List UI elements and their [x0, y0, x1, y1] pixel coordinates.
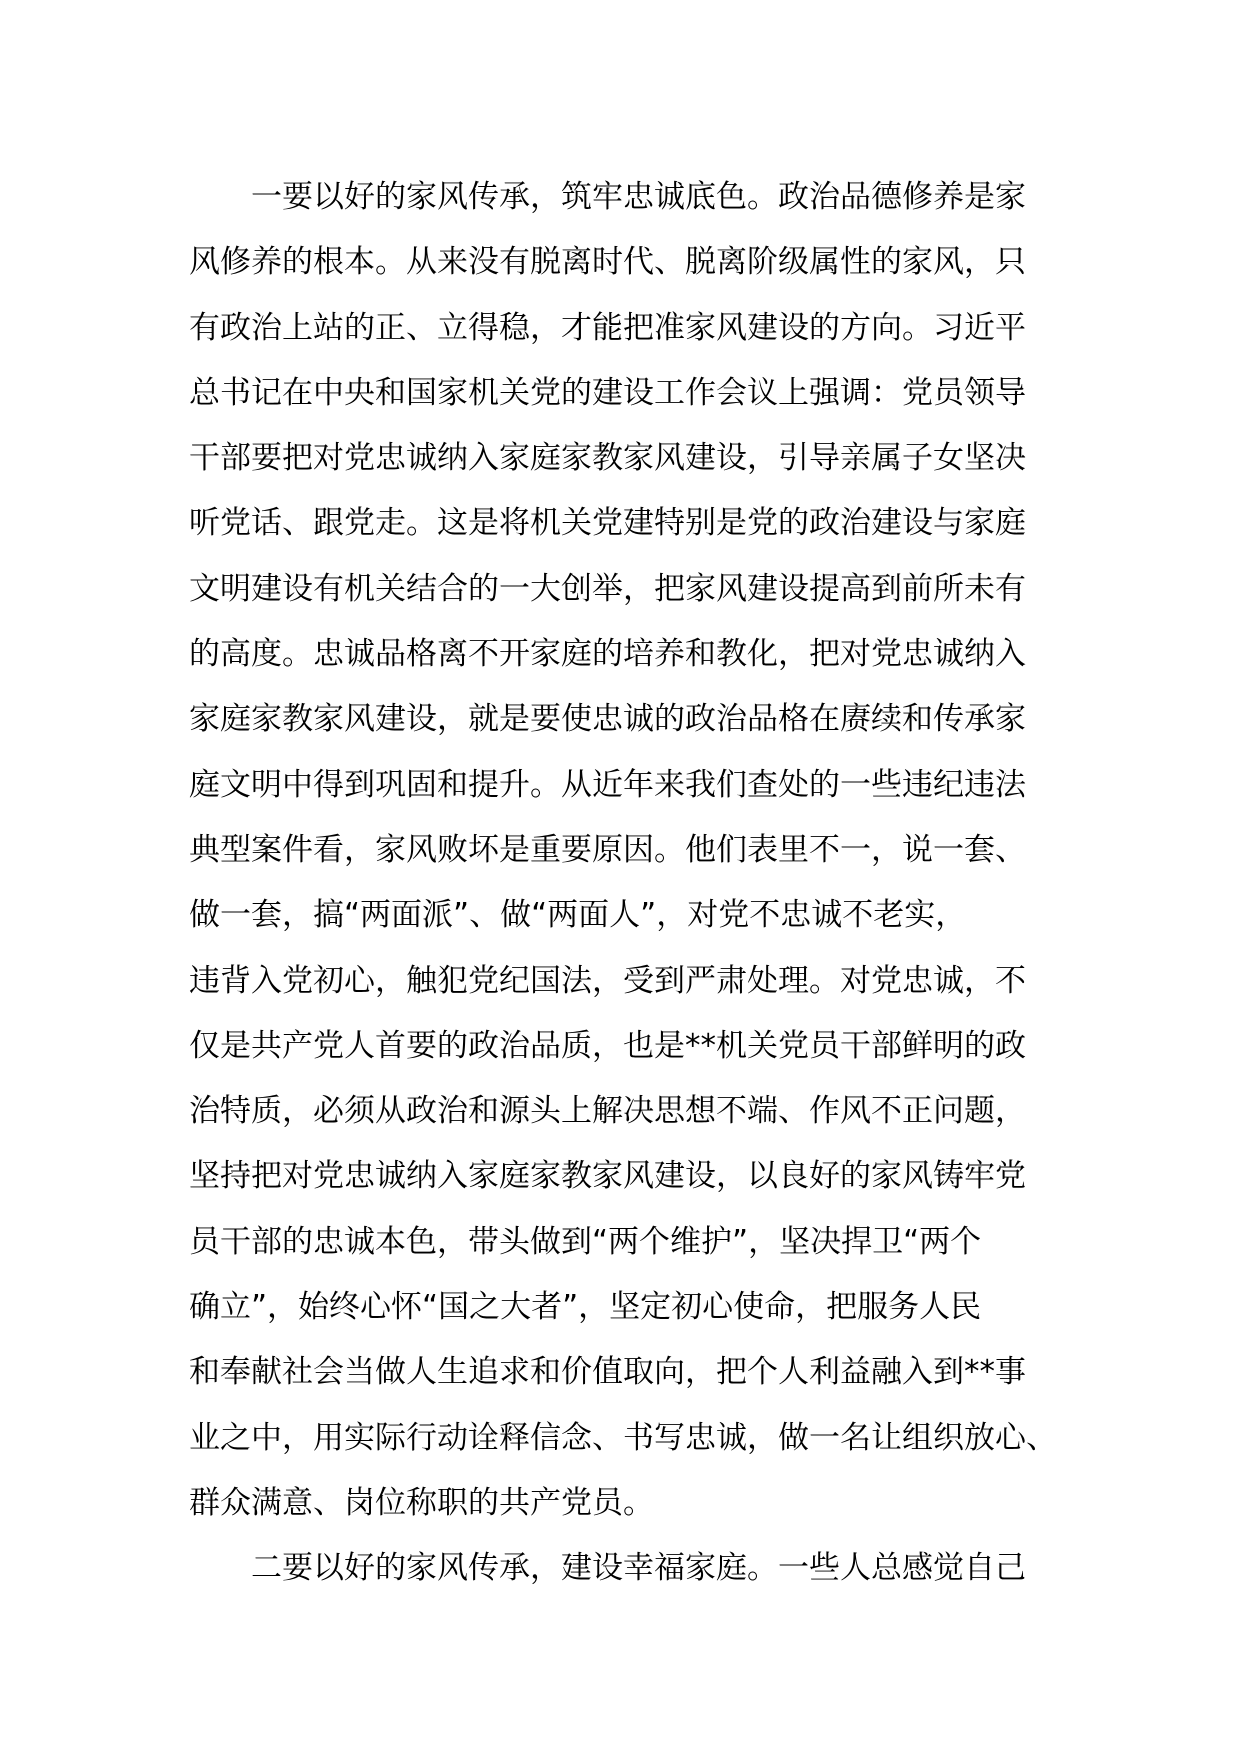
paragraph-line: 文明建设有机关结合的一大创举，把家风建设提高到前所未有: [189, 570, 1026, 607]
paragraph-line: 治特质，必须从政治和源头上解决思想不端、作风不正问题，: [189, 1093, 1026, 1130]
paragraph-line: 干部要把对党忠诚纳入家庭家教家风建设，引导亲属子女坚决: [189, 440, 1026, 477]
paragraph-line: 二要以好的家风传承，建设幸福家庭。一些人总感觉自己: [251, 1550, 1026, 1587]
paragraph-line: 听党话、跟党走。这是将机关党建特别是党的政治建设与家庭: [189, 505, 1026, 542]
paragraph-line: 庭文明中得到巩固和提升。从近年来我们查处的一些违纪违法: [189, 766, 1026, 803]
paragraph-line: 员干部的忠诚本色，带头做到“两个维护”，坚决捍卫“两个: [189, 1223, 982, 1260]
paragraph-line: 风修养的根本。从来没有脱离时代、脱离阶级属性的家风，只: [189, 244, 1026, 281]
paragraph-line: 总书记在中央和国家机关党的建设工作会议上强调：党员领导: [189, 374, 1026, 411]
paragraph-1: [189, 165, 1069, 1536]
paragraph-line: 有政治上站的正、立得稳，才能把准家风建设的方向。习近平: [189, 309, 1026, 346]
paragraph-line: 典型案件看，家风败坏是重要原因。他们表里不一，说一套、: [189, 831, 1026, 868]
paragraph-line: 家庭家教家风建设，就是要使忠诚的政治品格在赓续和传承家: [189, 701, 1026, 738]
paragraph-line: 仅是共产党人首要的政治品质，也是**机关党员干部鲜明的政: [189, 1027, 1026, 1064]
paragraph-line: 坚持把对党忠诚纳入家庭家教家风建设，以良好的家风铸牢党: [189, 1158, 1026, 1195]
paragraph-line: 一要以好的家风传承，筑牢忠诚底色。政治品德修养是家: [251, 179, 1026, 215]
paragraph-2: [189, 1536, 1069, 1601]
paragraph-line: 做一套，搞“两面派”、做“两面人”，对党不忠诚不老实，: [189, 897, 967, 934]
paragraph-line: 业之中，用实际行动诠释信念、书写忠诚，做一名让组织放心、: [189, 1419, 1057, 1456]
paragraph-line: 和奉献社会当做人生追求和价值取向，把个人利益融入到**事: [189, 1354, 1026, 1391]
paragraph-line: 群众满意、岗位称职的共产党员。: [189, 1484, 654, 1521]
paragraph-line: 的高度。忠诚品格离不开家庭的培养和教化，把对党忠诚纳入: [189, 636, 1026, 673]
paragraph-line: 确立”，始终心怀“国之大者”，坚定初心使命，把服务人民: [189, 1289, 982, 1326]
paragraph-line: 违背入党初心，触犯党纪国法，受到严肃处理。对党忠诚，不: [189, 962, 1026, 999]
document-body: [189, 165, 1069, 1602]
